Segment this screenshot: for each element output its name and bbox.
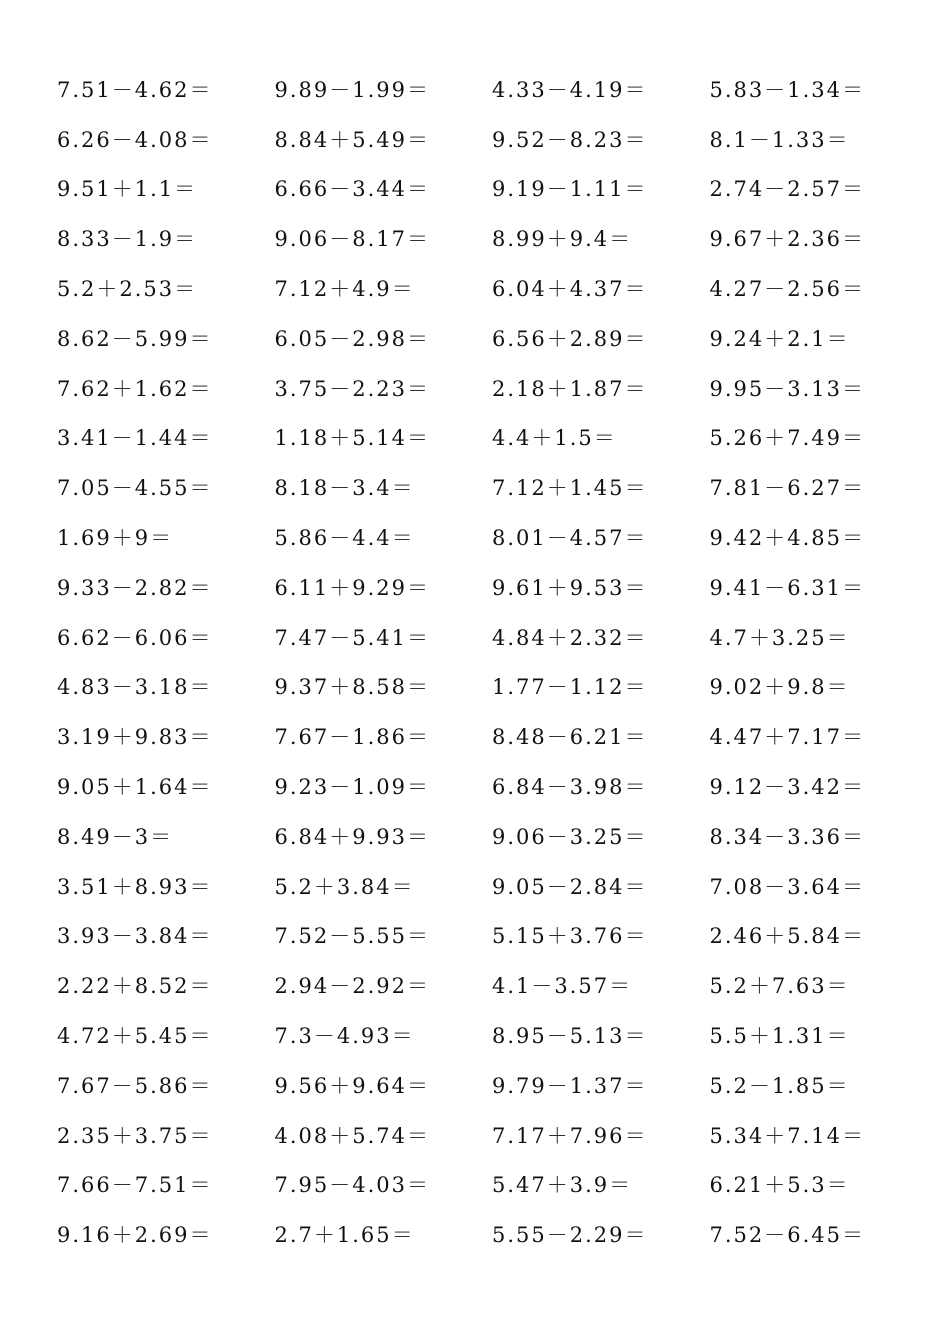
math-problem: 9.67＋2.36＝ [709, 227, 866, 252]
math-problem: 6.21＋5.3＝ [709, 1173, 850, 1198]
math-problem: 9.33－2.82＝ [57, 575, 213, 600]
math-problem: 5.47＋3.9＝ [492, 1173, 633, 1198]
math-problem: 5.2－1.85＝ [709, 1073, 850, 1098]
math-problem: 1.77－1.12＝ [492, 675, 648, 700]
math-problem: 2.46＋5.84＝ [709, 924, 866, 949]
math-problem: 9.23－1.09＝ [274, 775, 431, 800]
math-problem: 7.47－5.41＝ [274, 625, 431, 650]
math-problem: 7.05－4.55＝ [57, 476, 213, 501]
math-problem: 8.99＋9.4＝ [492, 227, 633, 252]
problem-row [57, 512, 937, 562]
math-problem: 9.61＋9.53＝ [492, 575, 648, 600]
math-problem: 5.5＋1.31＝ [709, 1024, 850, 1049]
problem-row [57, 811, 937, 861]
problem-row [57, 612, 937, 662]
math-problem: 4.33－4.19＝ [492, 77, 648, 102]
math-problem: 7.52－6.45＝ [709, 1223, 866, 1248]
math-problem: 7.17＋7.96＝ [492, 1123, 648, 1148]
math-problem: 3.19＋9.83＝ [57, 725, 213, 750]
math-problem: 2.7＋1.65＝ [274, 1223, 415, 1248]
math-problem: 9.24＋2.1＝ [709, 326, 850, 351]
math-problem: 5.86－4.4＝ [274, 526, 415, 551]
math-problem: 6.84＋9.93＝ [274, 824, 431, 849]
math-problem: 7.81－6.27＝ [709, 476, 866, 501]
math-problem: 9.41－6.31＝ [709, 575, 866, 600]
problem-row [57, 413, 937, 463]
problem-row [57, 462, 937, 512]
math-problem: 4.83－3.18＝ [57, 675, 213, 700]
problem-row [57, 1010, 937, 1060]
math-problem: 5.2＋2.53＝ [57, 277, 198, 302]
problem-row [57, 562, 937, 612]
problem-row [57, 114, 937, 164]
math-problem: 2.94－2.92＝ [274, 974, 431, 999]
math-problem: 9.95－3.13＝ [709, 376, 866, 401]
math-problem: 1.69＋9＝ [57, 526, 174, 551]
math-problem: 6.11＋9.29＝ [274, 575, 431, 600]
math-problem: 7.12＋4.9＝ [274, 277, 415, 302]
problem-row [57, 313, 937, 363]
math-problem: 7.12＋1.45＝ [492, 476, 648, 501]
math-problem: 9.06－3.25＝ [492, 824, 648, 849]
math-problem: 7.3－4.93＝ [274, 1024, 415, 1049]
problem-row [57, 861, 937, 911]
math-problem: 9.89－1.99＝ [274, 77, 431, 102]
math-problem: 9.19－1.11＝ [492, 177, 648, 202]
math-problem: 4.08＋5.74＝ [274, 1123, 431, 1148]
problem-row [57, 711, 937, 761]
math-problem: 7.51－4.62＝ [57, 77, 213, 102]
math-problem: 3.93－3.84＝ [57, 924, 213, 949]
math-problem: 9.05＋1.64＝ [57, 775, 213, 800]
math-problem: 8.84＋5.49＝ [274, 127, 431, 152]
math-problem: 9.02＋9.8＝ [709, 675, 850, 700]
math-problem: 8.18－3.4＝ [274, 476, 415, 501]
math-problem: 8.48－6.21＝ [492, 725, 648, 750]
math-problem: 8.34－3.36＝ [709, 824, 866, 849]
math-problem: 9.56＋9.64＝ [274, 1073, 431, 1098]
math-problem: 7.95－4.03＝ [274, 1173, 431, 1198]
math-problem: 5.2＋3.84＝ [274, 874, 415, 899]
problem-row [57, 363, 937, 413]
math-problem: 8.95－5.13＝ [492, 1024, 648, 1049]
problem-row [57, 213, 937, 263]
math-problem: 8.1－1.33＝ [709, 127, 850, 152]
math-problem: 4.27－2.56＝ [709, 277, 866, 302]
math-problem: 5.34＋7.14＝ [709, 1123, 866, 1148]
math-problem: 4.84＋2.32＝ [492, 625, 648, 650]
math-problem: 6.26－4.08＝ [57, 127, 213, 152]
math-problem: 4.1－3.57＝ [492, 974, 633, 999]
math-problem: 9.52－8.23＝ [492, 127, 648, 152]
math-problem: 9.12－3.42＝ [709, 775, 866, 800]
math-problem: 2.35＋3.75＝ [57, 1123, 213, 1148]
math-problem: 3.75－2.23＝ [274, 376, 431, 401]
math-problem: 8.62－5.99＝ [57, 326, 213, 351]
math-problem: 6.84－3.98＝ [492, 775, 648, 800]
math-problem: 7.52－5.55＝ [274, 924, 431, 949]
problem-row [57, 263, 937, 313]
problem-row [57, 960, 937, 1010]
math-problem: 5.2＋7.63＝ [709, 974, 850, 999]
math-problem: 5.55－2.29＝ [492, 1223, 648, 1248]
math-problem: 5.26＋7.49＝ [709, 426, 866, 451]
math-problem: 9.42＋4.85＝ [709, 526, 866, 551]
math-problem: 3.41－1.44＝ [57, 426, 213, 451]
math-problem: 8.33－1.9＝ [57, 227, 198, 252]
math-problem: 7.67－1.86＝ [274, 725, 431, 750]
problem-row [57, 761, 937, 811]
problem-row [57, 64, 937, 114]
problem-row [57, 1209, 937, 1259]
problem-row [57, 911, 937, 961]
problem-row [57, 662, 937, 712]
math-problem: 9.06－8.17＝ [274, 227, 431, 252]
problem-row [57, 1060, 937, 1110]
math-problem: 4.7＋3.25＝ [709, 625, 850, 650]
math-problem: 5.83－1.34＝ [709, 77, 866, 102]
math-problem: 9.16＋2.69＝ [57, 1223, 213, 1248]
math-problem: 4.4＋1.5＝ [492, 426, 617, 451]
math-problem: 7.67－5.86＝ [57, 1073, 213, 1098]
math-problem: 6.56＋2.89＝ [492, 326, 648, 351]
math-problem: 3.51＋8.93＝ [57, 874, 213, 899]
math-problem: 1.18＋5.14＝ [274, 426, 431, 451]
math-problem: 2.22＋8.52＝ [57, 974, 213, 999]
math-problem: 6.66－3.44＝ [274, 177, 431, 202]
math-problem: 4.72＋5.45＝ [57, 1024, 213, 1049]
math-problem: 6.62－6.06＝ [57, 625, 213, 650]
math-problem: 2.74－2.57＝ [709, 177, 866, 202]
problem-row [57, 164, 937, 214]
math-problem: 7.62＋1.62＝ [57, 376, 213, 401]
math-problem: 9.79－1.37＝ [492, 1073, 648, 1098]
math-problem: 2.18＋1.87＝ [492, 376, 648, 401]
problem-grid [57, 64, 937, 1259]
problem-row [57, 1160, 937, 1210]
math-problem: 6.04＋4.37＝ [492, 277, 648, 302]
math-problem: 4.47＋7.17＝ [709, 725, 866, 750]
math-problem: 9.05－2.84＝ [492, 874, 648, 899]
math-problem: 7.66－7.51＝ [57, 1173, 213, 1198]
math-problem: 7.08－3.64＝ [709, 874, 866, 899]
math-problem: 5.15＋3.76＝ [492, 924, 648, 949]
math-problem: 8.01－4.57＝ [492, 526, 648, 551]
math-problem: 9.51＋1.1＝ [57, 177, 198, 202]
math-problem: 9.37＋8.58＝ [274, 675, 431, 700]
math-problem: 6.05－2.98＝ [274, 326, 431, 351]
problem-row [57, 1110, 937, 1160]
math-problem: 8.49－3＝ [57, 824, 174, 849]
